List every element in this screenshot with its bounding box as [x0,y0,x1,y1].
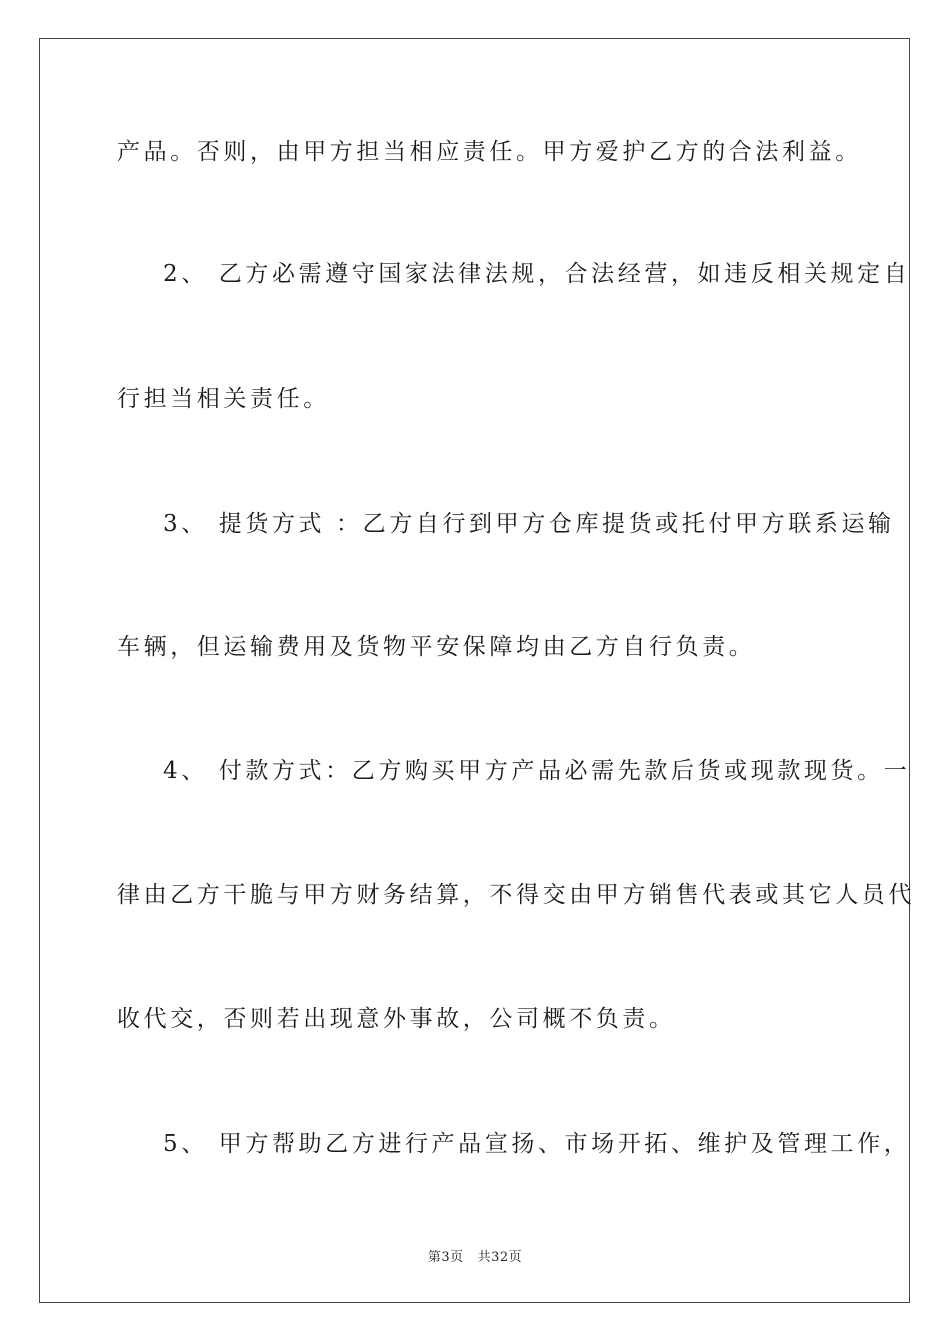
text-line-9: 5、 甲方帮助乙方进行产品宣扬、市场开拓、维护及管理工作， [163,1131,911,1157]
text-line-3: 行担当相关责任。 [117,386,330,412]
page-footer [0,1246,950,1265]
page-total: 共32页 [477,1250,523,1265]
text-line-6: 4、 付款方式：乙方购买甲方产品必需先款后货或现款现货。一 [163,758,911,784]
text-line-5: 车辆，但运输费用及货物平安保障均由乙方自行负责。 [117,634,756,660]
text-line-8: 收代交，否则若出现意外事故，公司概不负责。 [117,1006,676,1032]
page-number: 第3页 [427,1250,464,1265]
text-line-2: 2、 乙方必需遵守国家法律法规，合法经营，如违反相关规定自 [163,261,911,287]
text-line-7: 律由乙方干脆与甲方财务结算，不得交由甲方销售代表或其它人员代 [117,882,915,908]
text-line-1: 产品。否则，由甲方担当相应责任。甲方爱护乙方的合法利益。 [117,139,862,165]
text-line-4: 3、 提货方式 ：乙方自行到甲方仓库提货或托付甲方联系运输 [163,511,895,537]
page-border [39,38,915,1303]
